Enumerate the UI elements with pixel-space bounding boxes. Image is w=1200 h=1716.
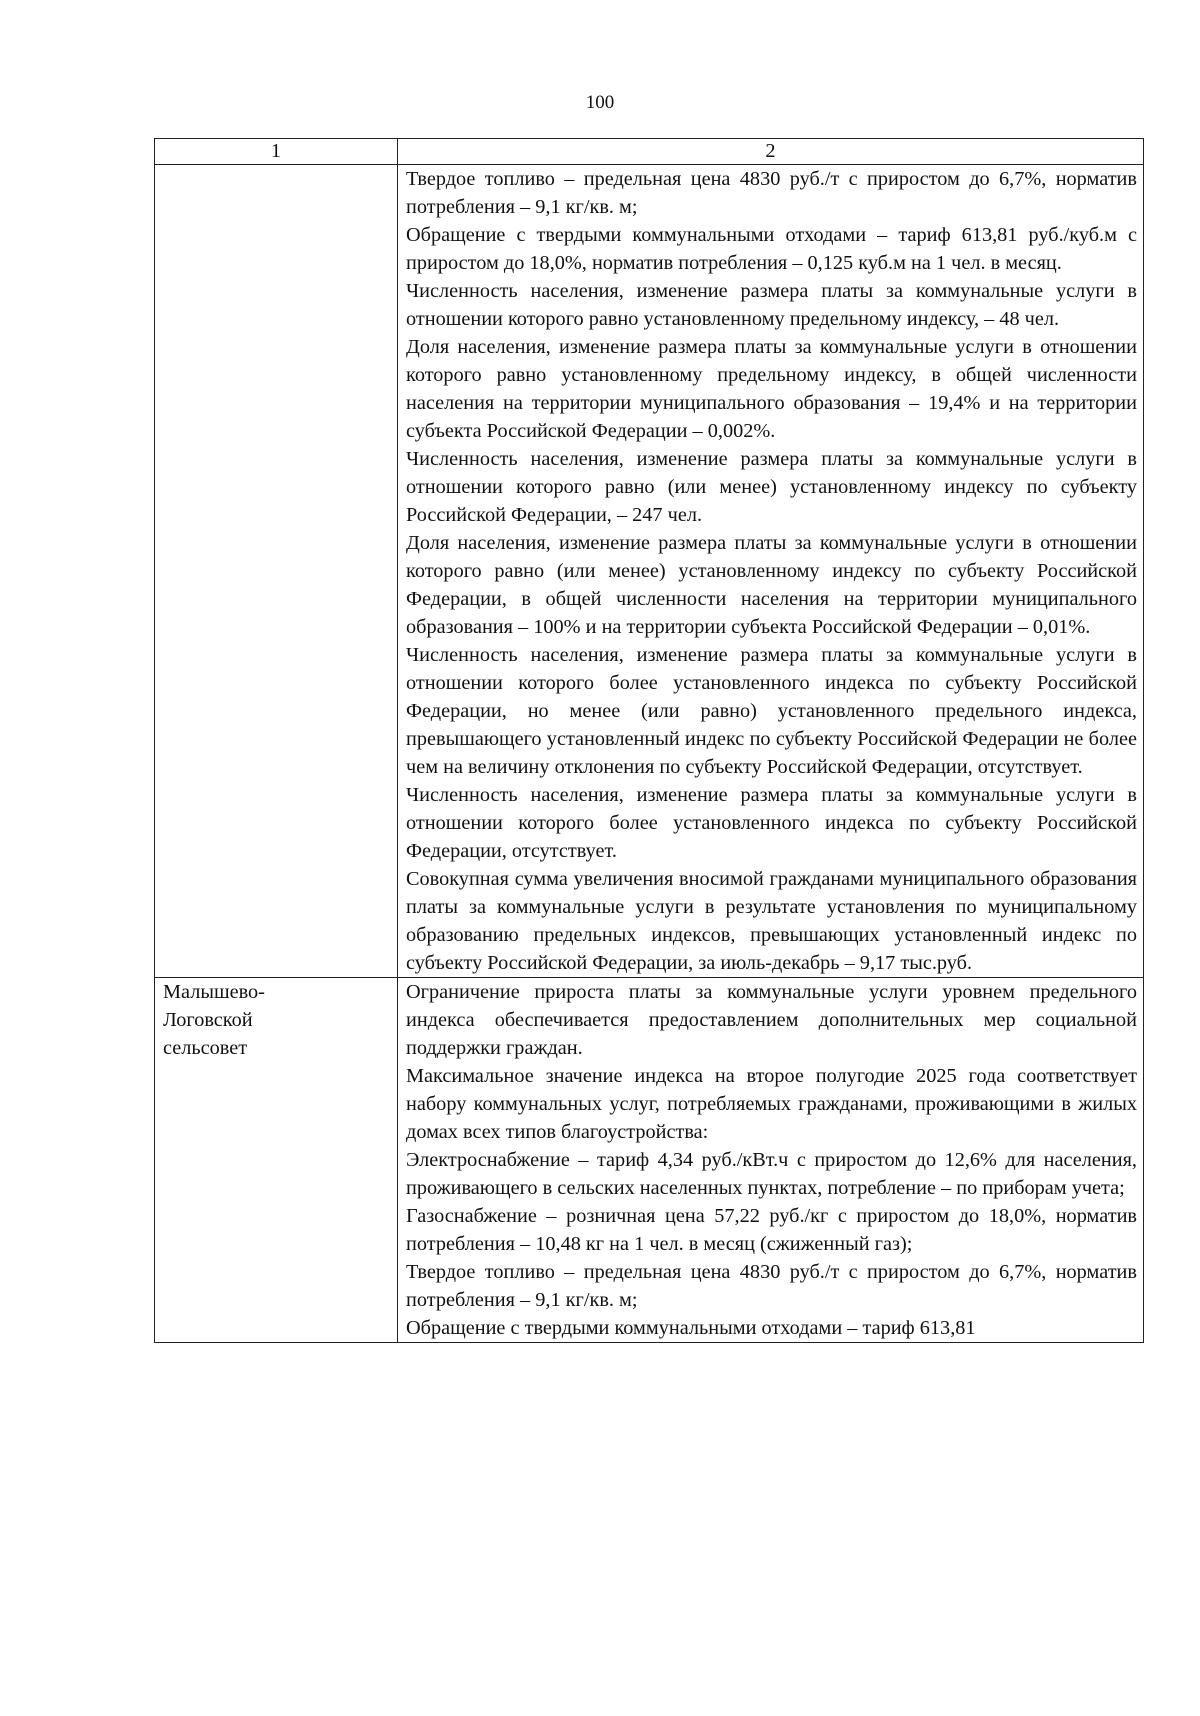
info-cell [398,165,1144,978]
paragraph: Обращение с твердыми коммунальными отходами – тариф 613,81 [406,1317,976,1339]
paragraph: Численность населения, изменение размера платы за коммунальные услуги в отношении которого равно установленному предельному индексу, – 48 чел. [406,280,1137,330]
paragraph: Твердое топливо – предельная цена 4830 руб./т с приростом до 6,7%, норматив потребления – 9,1 кг/кв. м; [406,1261,1137,1311]
column-header-1: 1 [155,139,398,165]
info-cell [398,978,1144,1343]
document-table [154,138,1144,1343]
paragraph: Доля населения, изменение размера платы за коммунальные услуги в отношении которого равно (или менее) установленному индексу по субъекту Российской Федерации, в общей численности населения на территории муниципального образования – 100% и на территории субъекта Российской Федерации – 0,01%. [406,532,1137,638]
paragraph: Доля населения, изменение размера платы за коммунальные услуги в отношении которого равно установленному предельному индексу, в общей численности населения на территории муниципального образования – 19,4% и на территории субъекта Российской Федерации – 0,002%. [406,336,1137,442]
paragraph: Обращение с твердыми коммунальными отходами – тариф 613,81 руб./куб.м с приростом до 18,0%, норматив потребления – 0,125 куб.м на 1 чел. в месяц. [406,224,1137,274]
paragraph: Численность населения, изменение размера платы за коммунальные услуги в отношении которого более установленного индекса по субъекту Российской Федерации, но менее (или равно) установленного предельного индекса, превышающего установленный индекс по субъекту Российской Федерации не более чем на величину отклонения по субъекту Российской Федерации, отсутствует. [406,644,1137,778]
paragraph: Ограничение прироста платы за коммунальные услуги уровнем предельного индекса обеспечивается предоставлением дополнительных мер социальной поддержки граждан. [406,981,1137,1059]
column-header-2: 2 [398,139,1144,165]
table-row [155,978,1144,1343]
paragraph: Максимальное значение индекса на второе полугодие 2025 года соответствует набору коммунальных услуг, потребляемых гражданами, проживающими в жилых домах всех типов благоустройства: [406,1065,1137,1143]
paragraph: Твердое топливо – предельная цена 4830 руб./т с приростом до 6,7%, норматив потребления – 9,1 кг/кв. м; [406,168,1137,218]
municipality-cell [155,165,398,978]
table-row [155,165,1144,978]
municipality-cell [155,978,398,1343]
paragraph: Численность населения, изменение размера платы за коммунальные услуги в отношении которого более установленного индекса по субъекту Российской Федерации, отсутствует. [406,784,1137,862]
page-number: 100 [585,92,615,113]
table-header-row [155,139,1144,165]
paragraph: Совокупная сумма увеличения вносимой гражданами муниципального образования платы за коммунальные услуги в результате установления по муниципальному образованию предельных индексов, превышающих установленный индекс по субъекту Российской Федерации, за июль-декабрь – 9,17 тыс.руб. [406,868,1137,974]
paragraph: Газоснабжение – розничная цена 57,22 руб./кг с приростом до 18,0%, норматив потребления – 10,48 кг на 1 чел. в месяц (сжиженный газ); [406,1205,1137,1255]
paragraph: Численность населения, изменение размера платы за коммунальные услуги в отношении которого равно (или менее) установленному индексу по субъекту Российской Федерации, – 247 чел. [406,448,1137,526]
municipality-name: Малышево-Логовской сельсовет [163,981,265,1059]
paragraph: Электроснабжение – тариф 4,34 руб./кВт.ч с приростом до 12,6% для населения, проживающего в сельских населенных пунктах, потребление – по приборам учета; [406,1149,1137,1199]
